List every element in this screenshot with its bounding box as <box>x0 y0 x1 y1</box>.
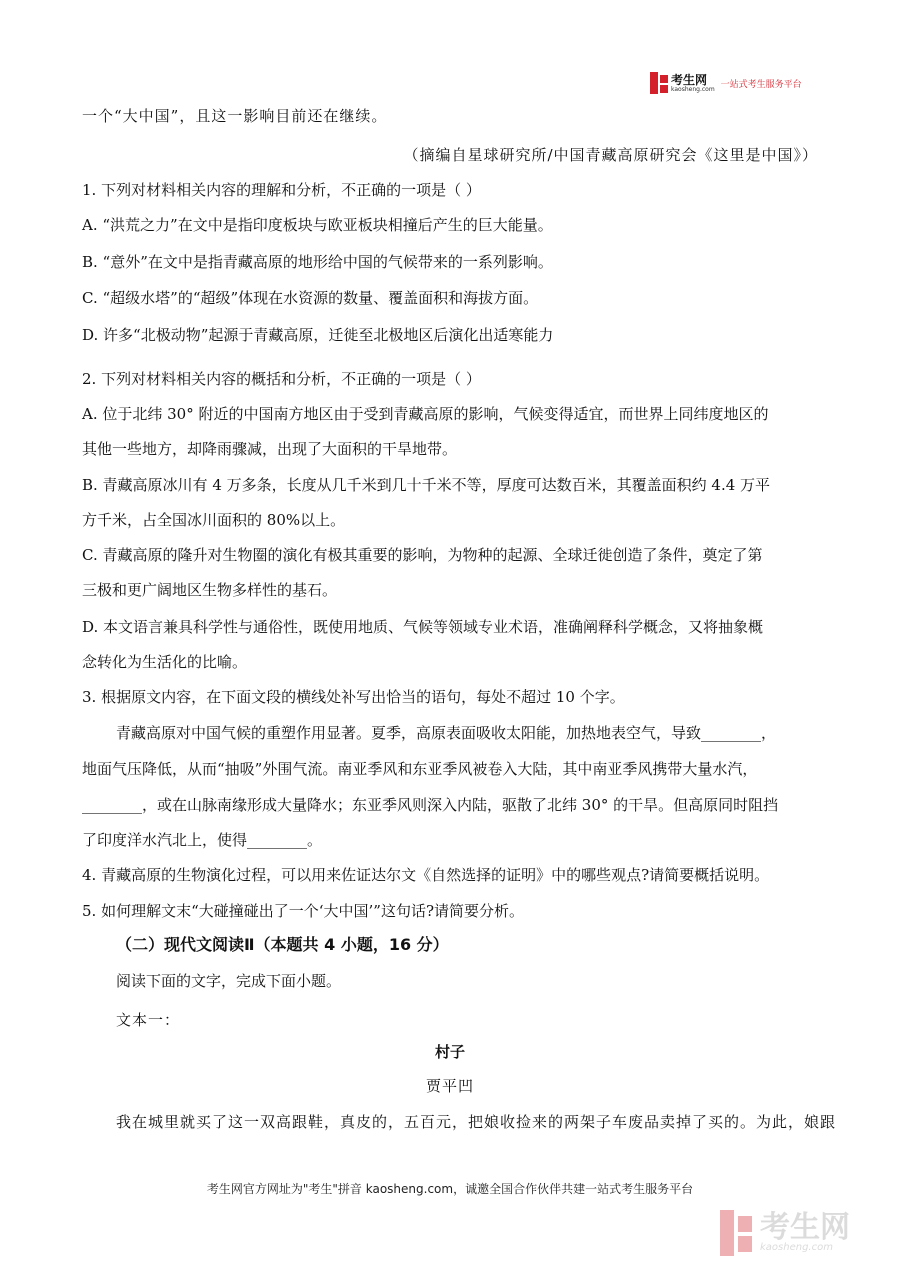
question-3: 3. 根据原文内容，在下面文段的横线处补写出恰当的语句，每处不超过 10 个字。 <box>82 688 625 706</box>
question-3-passage-line3: ________，或在山脉南缘形成大量降水；东亚季风则深入内陆，驱散了北纬 30° 的干旱。但高原同时阻挡 <box>82 796 779 814</box>
question-4: 4. 青藏高原的生物演化过程，可以用来佐证达尔文《自然选择的证明》中的哪些观点?请简要概括说明。 <box>82 866 770 884</box>
header-logo[interactable] <box>650 70 802 96</box>
logo-name: 考生网 <box>671 72 708 87</box>
paragraph-end: 一个“大中国”，且这一影响目前还在继续。 <box>82 107 388 125</box>
question-2-option-d-line2: 念转化为生活化的比喻。 <box>82 653 248 671</box>
question-1-option-b: B. “意外”在文中是指青藏高原的地形给中国的气候带来的一系列影响。 <box>82 253 553 271</box>
question-2-option-d-line1: D. 本文语言兼具科学性与通俗性，既使用地质、气候等领域专业术语，准确阐释科学概念，又将抽象概 <box>82 618 764 636</box>
footer-text: 考生网官方网址为"考生"拼音 kaosheng.com，诚邀全国合作伙伴共建一站式考生服务平台 <box>206 1182 694 1196</box>
article-author: 贾平凹 <box>425 1077 474 1095</box>
article-first-line: 我在城里就买了这一双高跟鞋，真皮的，五百元，把娘收捡来的两架子车废品卖掉了买的。为此，娘跟 <box>116 1113 837 1131</box>
question-2-option-b-line2: 方千米，占全国冰川面积的 80%以上。 <box>82 511 346 529</box>
question-1-option-d: D. 许多“北极动物”起源于青藏高原，迁徙至北极地区后演化出适寒能力 <box>82 326 554 344</box>
question-1-option-a: A. “洪荒之力”在文中是指印度板块与欧亚板块相撞后产生的巨大能量。 <box>82 216 553 234</box>
question-3-passage-line2: 地面气压降低，从而“抽吸”外围气流。南亚季风和东亚季风被卷入大陆，其中南亚季风携带大量水汽， <box>82 760 758 778</box>
question-1-option-c: C. “超级水塔”的“超级”体现在水资源的数量、覆盖面积和海拔方面。 <box>82 289 539 307</box>
logo-domain: kaosheng.com <box>671 85 715 93</box>
watermark-name: 考生网 <box>760 1210 850 1245</box>
watermark-logo-icon <box>720 1210 754 1256</box>
question-1: 1. 下列对材料相关内容的理解和分析，不正确的一项是（ ） <box>82 181 481 199</box>
question-2-option-b-line1: B. 青藏高原冰川有 4 万多条，长度从几千米到几十千米不等，厚度可达数百米，其覆盖面积约 4.4 万平 <box>82 476 771 494</box>
watermark <box>720 1202 890 1264</box>
question-2-option-a-line1: A. 位于北纬 30° 附近的中国南方地区由于受到青藏高原的影响，气候变得适宜，而世界上同纬度地区的 <box>82 405 769 423</box>
question-3-passage-line1: 青藏高原对中国气候的重塑作用显著。夏季，高原表面吸收太阳能，加热地表空气，导致________， <box>116 724 777 742</box>
reading-instruction: 阅读下面的文字，完成下面小题。 <box>116 972 342 990</box>
question-3-passage-line4: 了印度洋水汽北上，使得________。 <box>82 831 323 849</box>
logo-slogan: 一站式考生服务平台 <box>720 79 802 90</box>
question-2-option-c-line2: 三极和更广阔地区生物多样性的基石。 <box>82 581 338 599</box>
question-2-option-c-line1: C. 青藏高原的隆升对生物圈的演化有极其重要的影响，为物种的起源、全球迁徙创造了条件，奠定了第 <box>82 546 763 564</box>
section-heading: （二）现代文阅读Ⅱ（本题共 4 小题，16 分） <box>116 935 449 954</box>
text-label: 文本一： <box>116 1011 181 1029</box>
source-citation: （摘编自星球研究所/中国青藏高原研究会《这里是中国》） <box>403 146 818 164</box>
watermark-domain: kaosheng.com <box>760 1242 833 1253</box>
kaosheng-logo-icon <box>650 72 668 94</box>
question-2: 2. 下列对材料相关内容的概括和分析，不正确的一项是（ ） <box>82 370 481 388</box>
article-title: 村子 <box>434 1043 465 1061</box>
question-5: 5. 如何理解文末“大碰撞碰出了一个‘大中国’”这句话?请简要分析。 <box>82 902 524 920</box>
question-2-option-a-line2: 其他一些地方，却降雨骤减，出现了大面积的干旱地带。 <box>82 440 458 458</box>
